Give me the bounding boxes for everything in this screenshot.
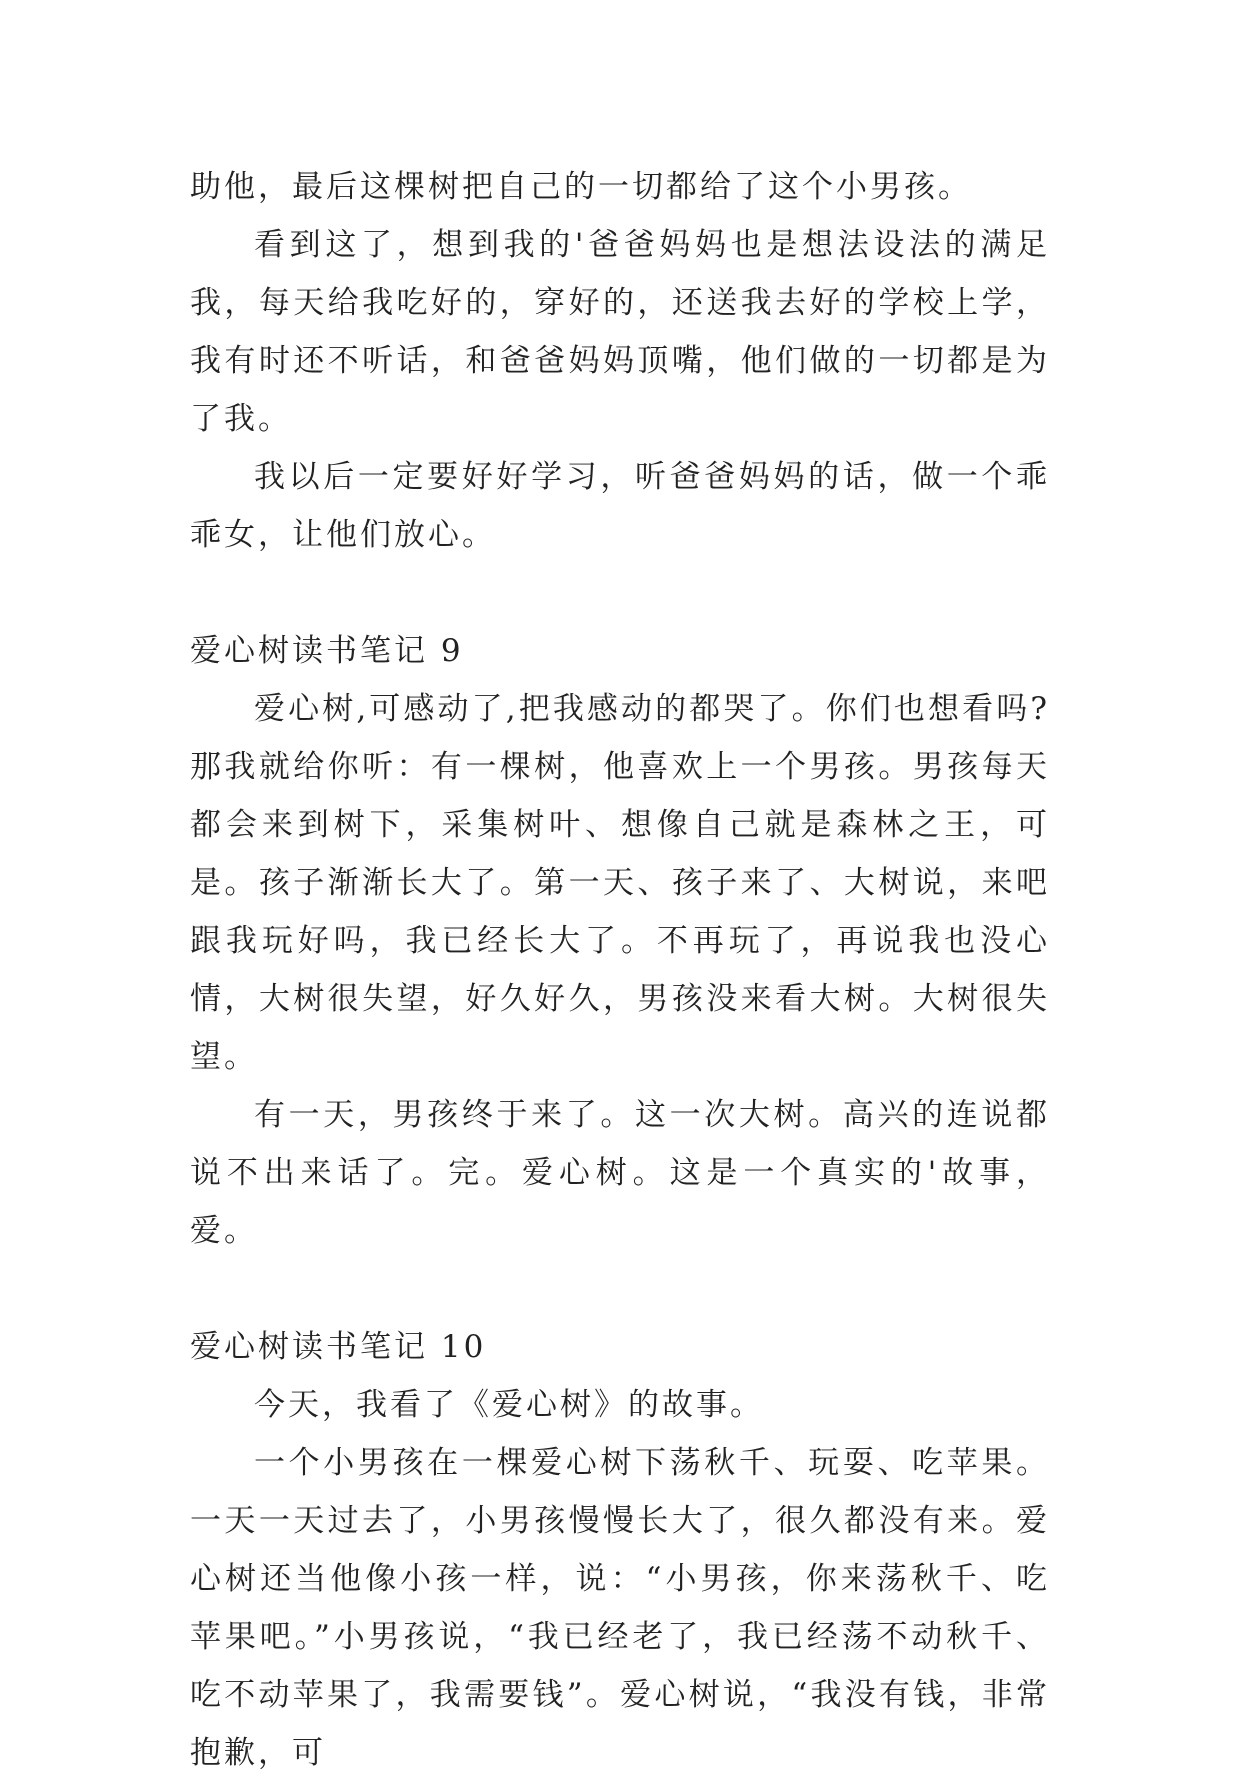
body-paragraph: 我以后一定要好好学习，听爸爸妈妈的话，做一个乖乖女，让他们放心。 — [190, 459, 1050, 553]
body-paragraph: 今天，我看了《爱心树》的故事。 — [254, 1387, 764, 1423]
body-paragraph: 有一天，男孩终于来了。这一次大树。高兴的连说都说不出来话了。完。爱心树。这是一个真实的'故事，爱。 — [190, 1097, 1050, 1249]
body-paragraph: 爱心树,可感动了,把我感动的都哭了。你们也想看吗?那我就给你听：有一棵树，他喜欢上一个男孩。男孩每天都会来到树下，采集树叶、想像自己就是森林之王，可是。孩子渐渐长大了。第一天、孩子来了、大树说，来吧跟我玩好吗，我已经长大了。不再玩了，再说我也没心情，大树很失望，好久好久，男孩没来看大树。大树很失望。 — [190, 691, 1050, 1075]
document-body — [190, 158, 1050, 1782]
section-heading: 爱心树读书笔记 10 — [190, 1329, 487, 1365]
section-heading: 爱心树读书笔记 9 — [190, 633, 464, 669]
section-gap — [190, 1260, 1050, 1318]
body-paragraph: 一个小男孩在一棵爱心树下荡秋千、玩耍、吃苹果。一天一天过去了，小男孩慢慢长大了，很久都没有来。爱心树还当他像小孩一样，说：“小男孩，你来荡秋千、吃苹果吧。”小男孩说，“我已经老了，我已经荡不动秋千、吃不动苹果了，我需要钱”。爱心树说，“我没有钱，非常抱歉，可 — [190, 1445, 1050, 1771]
body-paragraph: 助他，最后这棵树把自己的一切都给了这个小男孩。 — [190, 169, 972, 205]
body-paragraph: 看到这了，想到我的'爸爸妈妈也是想法设法的满足我，每天给我吃好的，穿好的，还送我去好的学校上学，我有时还不听话，和爸爸妈妈顶嘴，他们做的一切都是为了我。 — [190, 227, 1050, 437]
section-gap — [190, 564, 1050, 622]
